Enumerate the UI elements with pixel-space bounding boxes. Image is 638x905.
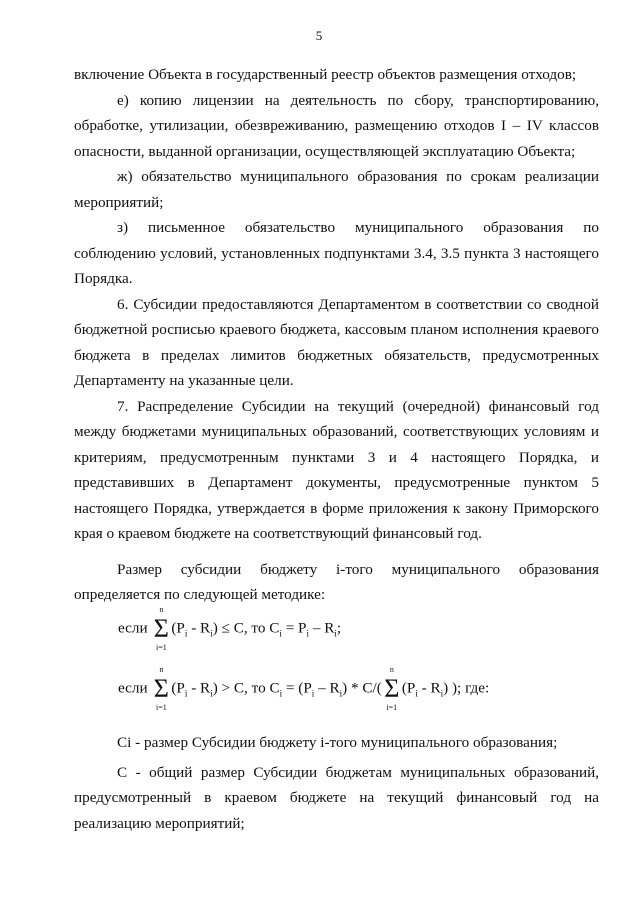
paragraph: 7. Распределение Субсидии на текущий (очередной) финансовый год между бюджетами муниципальных образований, соответствующих условиям и критериям, предусмотренным пунктами 3 и 4 настоящего Порядка, и представивших в Департамент документы, предусмотренные пунктом 5 настоящего Порядка, утверждается в форме приложения к закону Приморского края о краевом бюджете на соответствующий финансовый год.	[74, 397, 599, 542]
summation-symbol: n Σ i=1	[153, 605, 169, 652]
summation-symbol: n Σ i=1	[153, 665, 169, 712]
summation-symbol: n Σ i=1	[384, 665, 400, 712]
page-number: 5	[315, 28, 323, 43]
formula-condition-2: если n Σ i=1 $(P_i - R_i) > C$, то $C_i = (P_i - R_i) * C/$( n Σ i=1 $(P_i - R_i)$ ); где:	[118, 665, 490, 712]
paragraph: 6. Субсидии предоставляются Департаментом в соответствии со сводной бюджетной росписью краевого бюджета, кассовым планом исполнения краевого бюджета в пределах лимитов бюджетных обязательств, предусмотренных Департаменту на указанные цели.	[74, 295, 599, 389]
definition: Ci - размер Субсидии бюджету i-того муниципального образования;	[117, 734, 558, 751]
definition: C - общий размер Субсидии бюджетам муниципальных образований, предусмотренный в краевом бюджете на текущий финансовый год на реализацию мероприятий;	[74, 763, 599, 832]
formula-prefix: если	[118, 679, 148, 697]
paragraph: з) письменное обязательство муниципального образования по соблюдению условий, установленных подпунктами 3.4, 3.5 пункта 3 настоящего Порядка.	[74, 219, 599, 287]
paragraph: Размер субсидии бюджету i-того муниципального образования определяется по следующей методике:	[74, 560, 599, 603]
paragraph: ж) обязательство муниципального образования по срокам реализации мероприятий;	[74, 168, 599, 211]
document-body	[74, 62, 599, 608]
paragraph: включение Объекта в государственный реестр объектов размещения отходов;	[74, 66, 577, 83]
formula-prefix: если	[118, 619, 148, 637]
definitions	[74, 730, 599, 836]
formula-condition-1: если n Σ i=1 $(P_i - R_i) \le C$, то $C_i = P_i - R_i$;	[118, 605, 342, 652]
paragraph: е) копию лицензии на деятельность по сбору, транспортированию, обработке, утилизации, обезвреживанию, размещению отходов I – IV классов опасности, выданной организации, осуществляющей эксплуатацию Объекта;	[74, 91, 599, 160]
